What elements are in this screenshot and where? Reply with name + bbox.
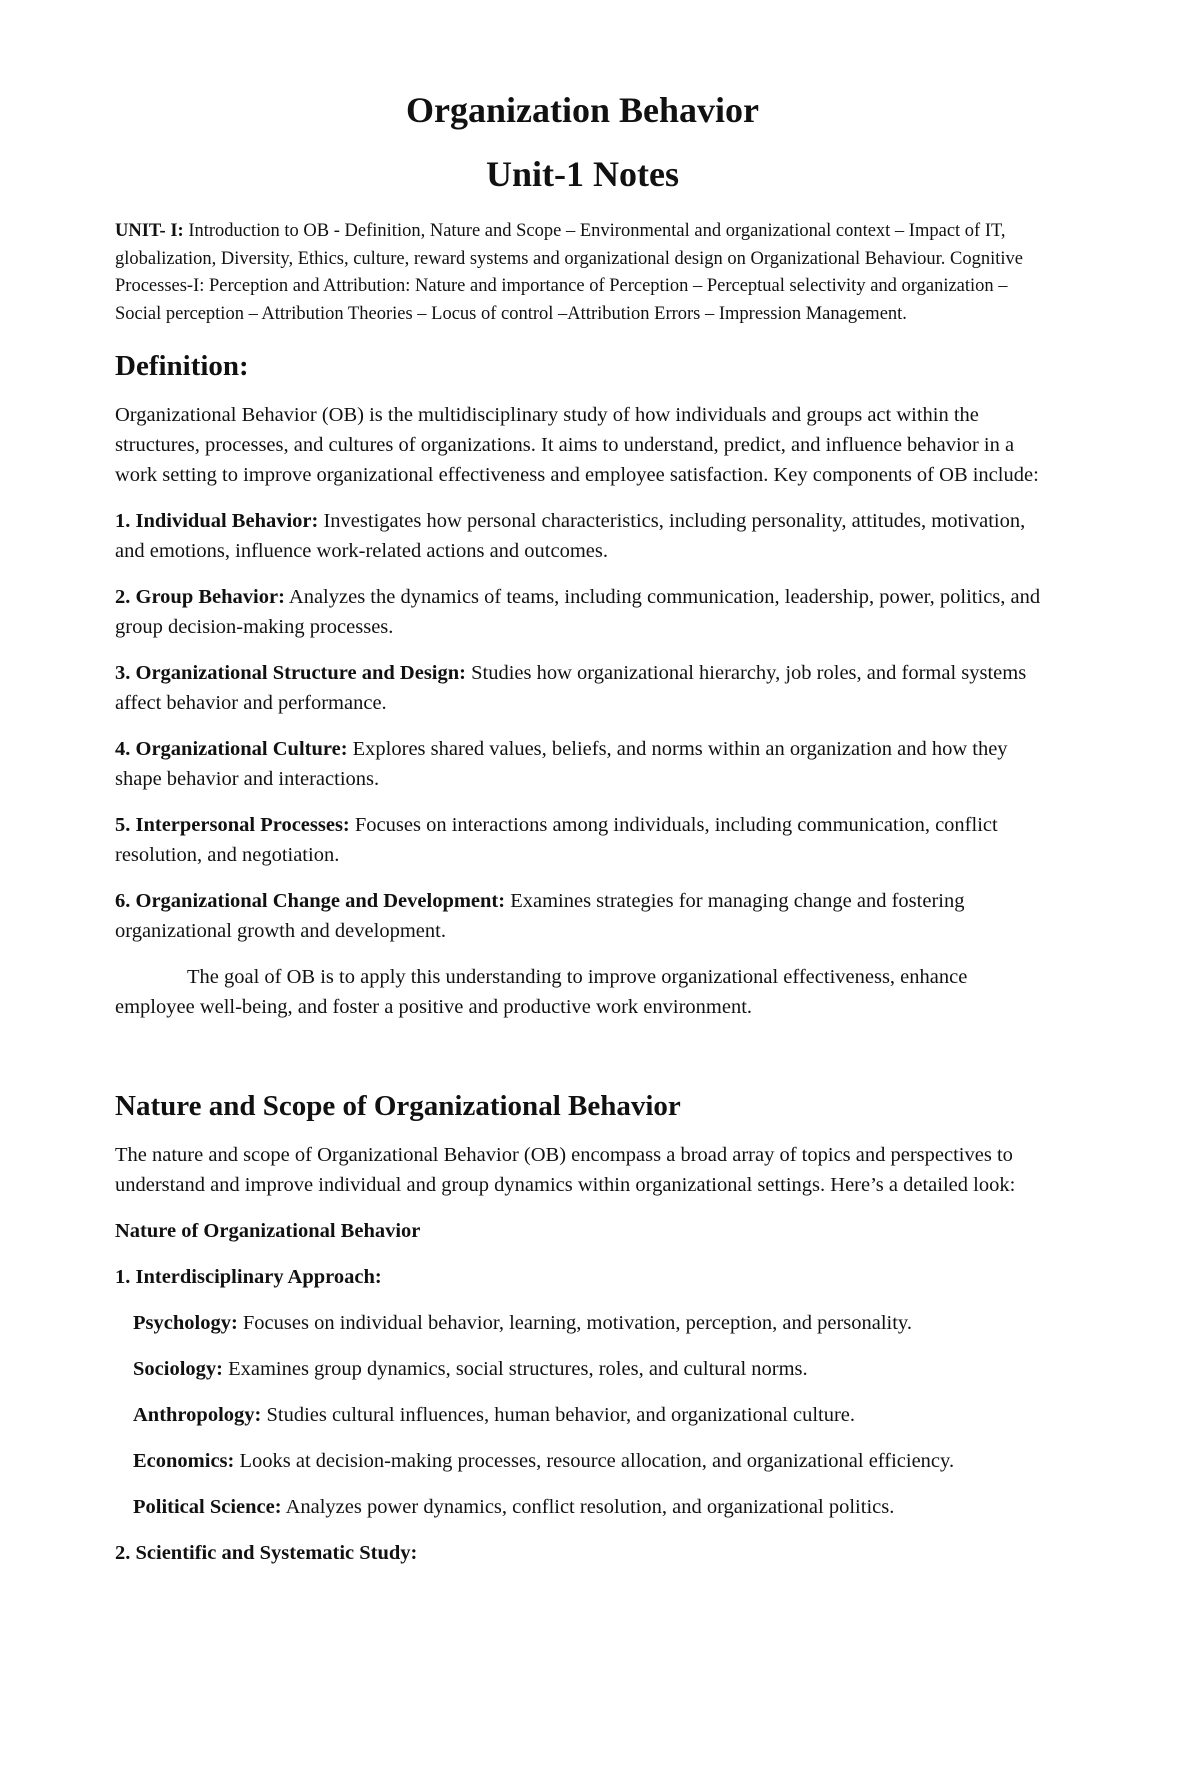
- syllabus-text: Introduction to OB - Definition, Nature and Scope – Environmental and organizational context – Impact of IT, globalization, Diversity, Ethics, culture, reward systems and organizational design on Organizational Behaviour. Cognitive Processes-I: Perception and Attribution: Nature and importance of Perception – Perceptual selectivity and organization – Social perception – Attribution Theories – Locus of control –Attribution Errors – Impression Management.: [115, 221, 1023, 324]
- discipline-item: [133, 1400, 1050, 1430]
- component-text: Focuses on interactions among individuals, including communication, conflict resolution, and negotiation.: [115, 814, 998, 866]
- component-text: Analyzes the dynamics of teams, including communication, leadership, power, politics, and group decision-making processes.: [115, 586, 1041, 638]
- scientific-study-heading: 2. Scientific and Systematic Study:: [115, 1542, 418, 1564]
- discipline-text: Examines group dynamics, social structures, roles, and cultural norms.: [222, 1358, 808, 1380]
- discipline-text: Looks at decision-making processes, resource allocation, and organizational efficiency.: [234, 1450, 955, 1472]
- definition-heading: Definition:: [115, 350, 249, 382]
- syllabus-label: UNIT- I:: [115, 221, 184, 241]
- definition-intro: Organizational Behavior (OB) is the multidisciplinary study of how individuals and groups act within the structures, processes, and cultures of organizations. It aims to understand, predict, and influence behavior in a work setting to improve organizational effectiveness and employee satisfaction. Key components of OB include:: [115, 404, 1039, 486]
- discipline-item: [133, 1308, 1050, 1338]
- interdisciplinary-heading: 1. Interdisciplinary Approach:: [115, 1266, 382, 1288]
- discipline-label: Sociology:: [133, 1358, 223, 1380]
- component-label: 1. Individual Behavior:: [115, 510, 319, 532]
- discipline-text: Analyzes power dynamics, conflict resolution, and organizational politics.: [281, 1496, 895, 1518]
- discipline-text: Focuses on individual behavior, learning, motivation, perception, and personality.: [237, 1312, 912, 1334]
- nature-scope-heading: Nature and Scope of Organizational Behavior: [115, 1090, 681, 1122]
- component-text: Examines strategies for managing change and fostering organizational growth and development.: [115, 890, 965, 942]
- component-item: [115, 582, 1050, 642]
- component-item: [115, 658, 1050, 718]
- document-subtitle: Unit-1 Notes: [486, 154, 679, 194]
- component-item: [115, 506, 1050, 566]
- component-item: [115, 886, 1050, 946]
- component-text: Investigates how personal characteristics, including personality, attitudes, motivation, and emotions, influence work-related actions and outcomes.: [115, 510, 1026, 562]
- discipline-item: [133, 1446, 1050, 1476]
- component-text: Studies how organizational hierarchy, job roles, and formal systems affect behavior and performance.: [115, 662, 1027, 714]
- discipline-item: [133, 1492, 1050, 1522]
- component-item: [115, 734, 1050, 794]
- component-text: Explores shared values, beliefs, and norms within an organization and how they shape behavior and interactions.: [115, 738, 1008, 790]
- document-title: Organization Behavior: [406, 90, 759, 130]
- syllabus-paragraph: [115, 218, 1050, 328]
- discipline-item: [133, 1354, 1050, 1384]
- discipline-label: Psychology:: [133, 1312, 238, 1334]
- document-page: [0, 88, 1200, 1784]
- nature-subheading: Nature of Organizational Behavior: [115, 1220, 421, 1242]
- discipline-label: Political Science:: [133, 1496, 282, 1518]
- discipline-label: Anthropology:: [133, 1404, 262, 1426]
- component-label: 3. Organizational Structure and Design:: [115, 662, 466, 684]
- discipline-label: Economics:: [133, 1450, 235, 1472]
- goal-paragraph: The goal of OB is to apply this understanding to improve organizational effectiveness, enhance employee well-being, and foster a positive and productive work environment.: [115, 966, 968, 1018]
- component-label: 6. Organizational Change and Development:: [115, 890, 506, 912]
- discipline-text: Studies cultural influences, human behavior, and organizational culture.: [261, 1404, 856, 1426]
- component-label: 2. Group Behavior:: [115, 586, 285, 608]
- component-label: 4. Organizational Culture:: [115, 738, 348, 760]
- component-label: 5. Interpersonal Processes:: [115, 814, 350, 836]
- nature-scope-intro: The nature and scope of Organizational Behavior (OB) encompass a broad array of topics and perspectives to understand and improve individual and group dynamics within organizational settings. Here’s a detailed look:: [115, 1144, 1016, 1196]
- component-item: [115, 810, 1050, 870]
